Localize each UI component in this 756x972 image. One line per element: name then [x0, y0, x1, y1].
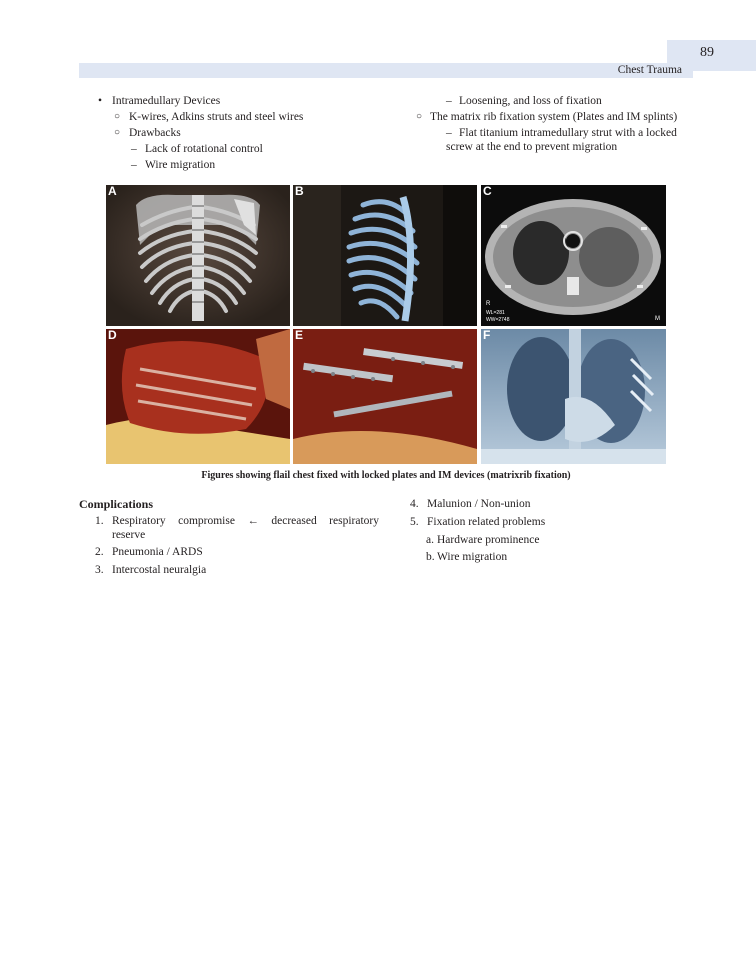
list-number: 4. — [410, 498, 419, 510]
list-item-intramedullary: Intramedullary Devices — [112, 95, 221, 107]
list-item-wire-migration-2: Wire migration — [437, 551, 508, 563]
complications-heading: Complications — [79, 497, 154, 511]
list-item-titanium-line1: Flat titanium intramedullary strut with a locked — [459, 127, 677, 139]
figure-label-c: C — [483, 185, 492, 198]
ct-annotation-wl: WL=281 — [486, 310, 505, 316]
list-item-respiratory-cont: reserve — [112, 529, 146, 541]
figure-label-a: A — [108, 185, 117, 198]
list-item-wire-migration: Wire migration — [145, 159, 216, 171]
ct-annotation-m: M — [655, 316, 660, 322]
list-number: 3. — [95, 564, 104, 576]
list-item-hardware: Hardware prominence — [437, 534, 540, 546]
list-item-pneumonia: Pneumonia / ARDS — [112, 546, 203, 558]
figure-e-plate-fixation — [293, 329, 477, 464]
circle-bullet-icon: ○ — [114, 127, 121, 138]
left-arrow-icon: ← — [247, 515, 259, 527]
page-number: 89 — [700, 45, 714, 60]
figure-a-image — [106, 185, 290, 326]
list-item-titanium-line2: screw at the end to prevent migration — [446, 141, 618, 153]
list-item-malunion: Malunion / Non-union — [427, 498, 531, 510]
list-number: 1. — [95, 515, 104, 527]
list-item-kwires: K-wires, Adkins struts and steel wires — [129, 111, 304, 123]
figure-e-image — [293, 329, 477, 464]
figure-f-chest-xray — [481, 329, 666, 464]
figure-b-3d-ct-lateral — [293, 185, 477, 326]
figure-d-surgical-exposure — [106, 329, 290, 464]
figure-f-image — [481, 329, 666, 464]
list-item-neuralgia: Intercostal neuralgia — [112, 564, 207, 576]
list-number: 5. — [410, 516, 419, 528]
figure-label-b: B — [295, 185, 304, 198]
dash-bullet-icon: – — [446, 127, 452, 139]
list-item-loosening: Loosening, and loss of fixation — [459, 95, 602, 107]
figure-c-axial-ct — [481, 185, 666, 326]
figure-label-d: D — [108, 329, 117, 342]
list-letter: b. — [426, 551, 435, 563]
circle-bullet-icon: ○ — [416, 111, 423, 122]
figure-label-f: F — [483, 329, 491, 342]
running-head-band — [79, 63, 693, 78]
list-number: 2. — [95, 546, 104, 558]
list-item-matrix-rib: The matrix rib fixation system (Plates and IM splints) — [430, 111, 678, 123]
running-head: Chest Trauma — [617, 64, 682, 76]
bullet-icon: • — [98, 95, 103, 107]
figure-b-image — [293, 185, 477, 326]
figure-d-image — [106, 329, 290, 464]
figure-c-image — [481, 185, 666, 326]
dash-bullet-icon: – — [131, 159, 137, 171]
figure-caption: Figures showing flail chest fixed with locked plates and IM devices (matrixrib fixation) — [201, 470, 571, 481]
list-item-rotational: Lack of rotational control — [145, 143, 263, 155]
ct-annotation-r: R — [486, 301, 491, 307]
list-letter: a. — [426, 534, 434, 546]
list-item-drawbacks: Drawbacks — [129, 127, 181, 139]
dash-bullet-icon: – — [131, 143, 137, 155]
ct-annotation-ww: WW=2748 — [486, 317, 510, 323]
dash-bullet-icon: – — [446, 95, 452, 107]
figure-a-3d-ct-posterior — [106, 185, 290, 326]
list-item-respiratory: Respiratory compromise ← decreased respiratory — [112, 515, 379, 527]
list-item-fixation-problems: Fixation related problems — [427, 516, 546, 528]
figure-label-e: E — [295, 329, 304, 342]
circle-bullet-icon: ○ — [114, 111, 121, 122]
